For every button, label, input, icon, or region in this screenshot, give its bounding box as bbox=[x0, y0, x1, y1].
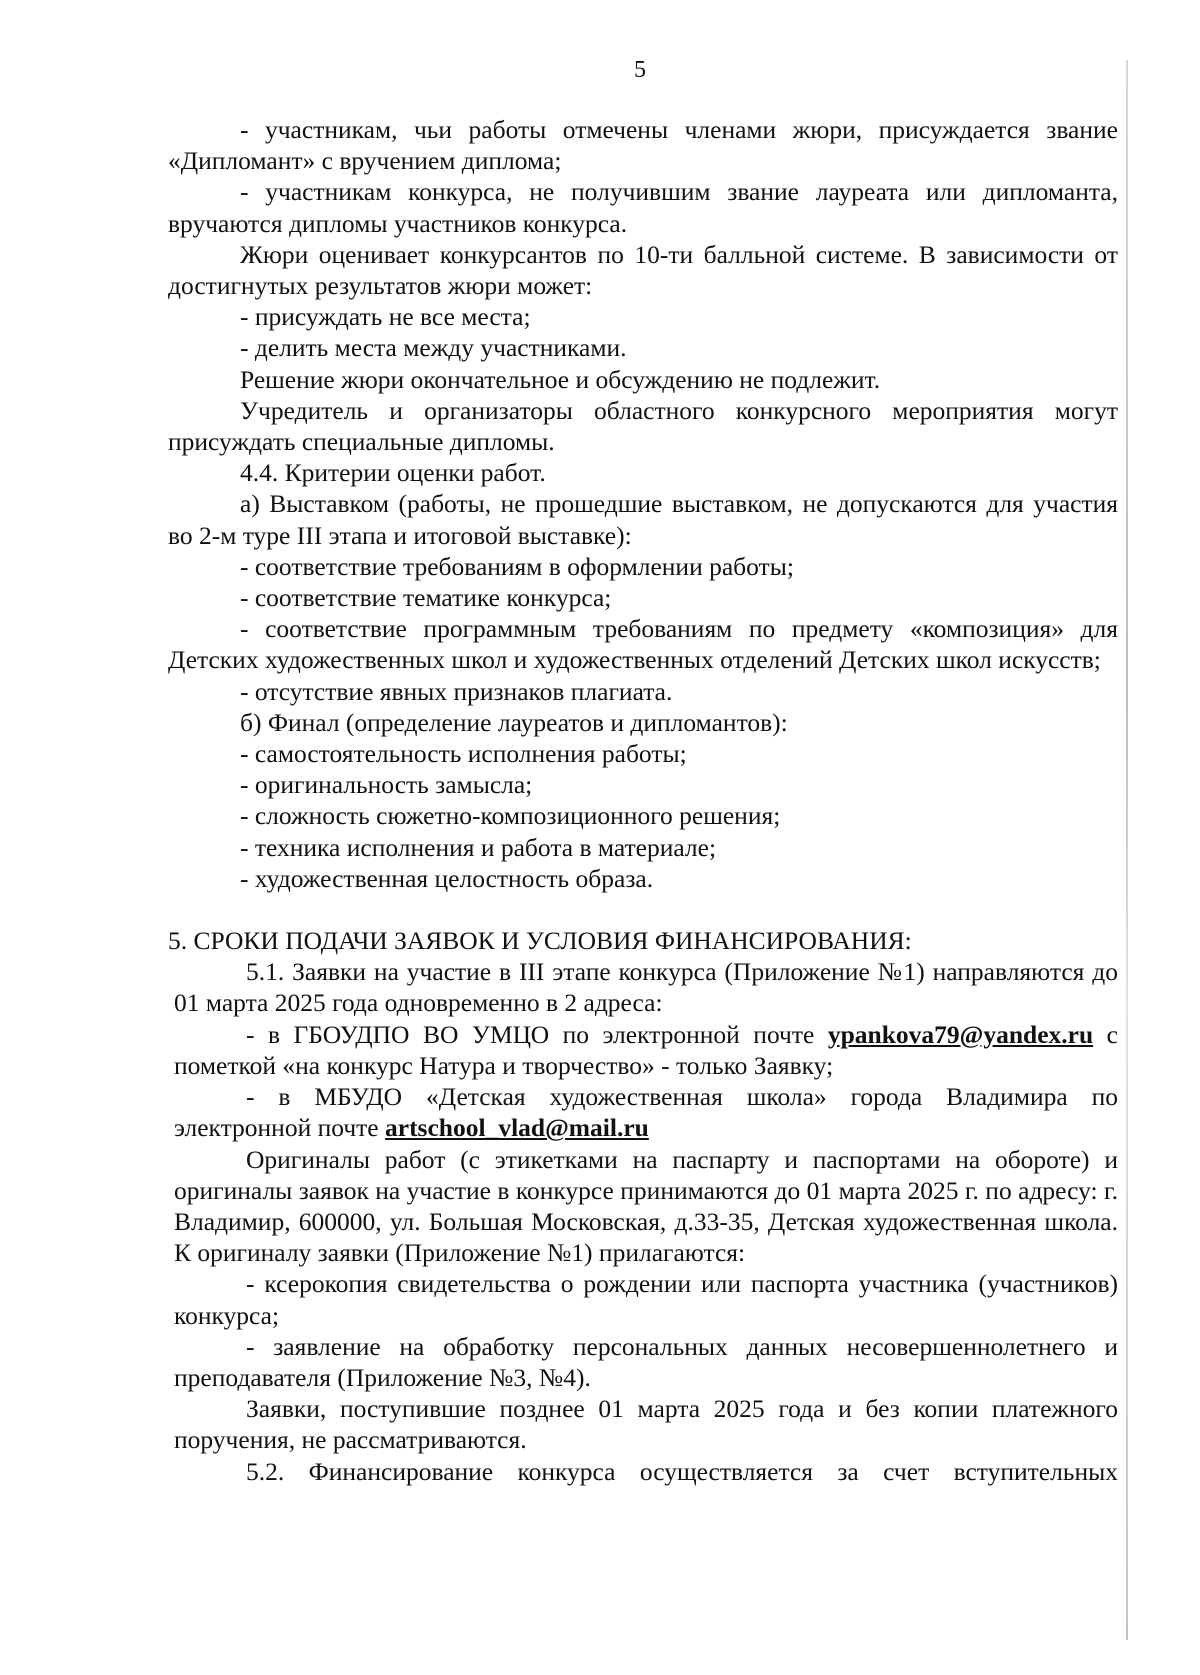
list-item: - присуждать не все места; bbox=[240, 302, 531, 332]
email-link-artschool[interactable]: artschool_vlad@mail.ru bbox=[385, 1113, 649, 1143]
scan-edge-line bbox=[1126, 60, 1128, 1640]
paragraph-final: б) Финал (определение лауреатов и дипломантов): bbox=[240, 707, 788, 737]
paragraph-participants-diplomas: - участникам конкурса, не получившим звание лауреата или дипломанта, вручаются дипломы участников конкурса. bbox=[168, 177, 1118, 238]
list-item: - техника исполнения и работа в материале; bbox=[240, 832, 717, 862]
list-item: - соответствие программным требованиям по предмету «композиция» для Детских художественных школ и художественных отделений Детских школ искусств; bbox=[168, 614, 1118, 675]
paragraph-email-artschool bbox=[168, 1081, 1118, 1143]
list-item: - сложность сюжетно-композиционного решения; bbox=[240, 801, 781, 831]
page-number: 5 bbox=[634, 57, 646, 83]
list-item: - ксерокопия свидетельства о рождении или паспорта участника (участников) конкурса; bbox=[174, 1269, 1118, 1330]
section-heading-5: 5. СРОКИ ПОДАЧИ ЗАЯВОК И УСЛОВИЯ ФИНАНСИРОВАНИЯ: bbox=[168, 926, 912, 956]
email-link-umco[interactable]: ypankova79@yandex.ru bbox=[827, 1019, 1094, 1049]
paragraph-diplomant: - участникам, чьи работы отмечены членами жюри, присуждается звание «Дипломант» с вручением диплома; bbox=[168, 115, 1118, 176]
list-item: - художественная целостность образа. bbox=[240, 863, 654, 893]
text-fragment: с пометкой «на конкурс Натура и творчество» - только Заявку; bbox=[174, 1019, 1119, 1080]
list-item: - делить места между участниками. bbox=[240, 333, 627, 363]
text-fragment: - в ГБОУДПО ВО УМЦО по электронной почте bbox=[246, 1019, 828, 1049]
section-heading-4-4: 4.4. Критерии оценки работ. bbox=[240, 458, 546, 488]
paragraph-originals: Оригиналы работ (с этикетками на паспарту и паспортами на обороте) и оригиналы заявок на участие в конкурсе принимаются до 01 марта 2025 г. по адресу: г. Владимир, 600000, ул. Большая Московская, д.33-35, Детская художественная школа. К оригиналу заявки (Приложение №1) прилагаются: bbox=[174, 1144, 1118, 1268]
list-item: - отсутствие явных признаков плагиата. bbox=[240, 676, 673, 706]
paragraph-special-diplomas: Учредитель и организаторы областного конкурсного мероприятия могут присуждать специальные дипломы. bbox=[168, 395, 1118, 457]
paragraph-5-2: 5.2. Финансирование конкурса осуществляется за счет вступительных bbox=[246, 1456, 1118, 1486]
paragraph-exhibition-committee: а) Выставком (работы, не прошедшие выставком, не допускаются для участия во 2-м туре III этапа и итоговой выставке): bbox=[168, 489, 1118, 550]
list-item: - соответствие тематике конкурса; bbox=[240, 583, 612, 613]
list-item: - самостоятельность исполнения работы; bbox=[240, 739, 687, 769]
list-item: - оригинальность замысла; bbox=[240, 770, 533, 800]
list-item: - заявление на обработку персональных данных несовершеннолетнего и преподавателя (Приложение №3, №4). bbox=[174, 1331, 1118, 1392]
paragraph-email-umco bbox=[168, 1019, 1118, 1081]
paragraph-late-applications: Заявки, поступившие позднее 01 марта 2025 года и без копии платежного поручения, не рассматриваются. bbox=[174, 1394, 1118, 1455]
paragraph-5-1: 5.1. Заявки на участие в III этапе конкурса (Приложение №1) направляются до 01 марта 2025 года одновременно в 2 адреса: bbox=[174, 957, 1118, 1018]
paragraph-jury-decision: Решение жюри окончательное и обсуждению не подлежит. bbox=[240, 364, 881, 394]
text-fragment: - в МБУДО «Детская художественная школа» города Владимира по электронной почте bbox=[174, 1082, 1118, 1143]
document-body bbox=[168, 114, 1118, 1487]
list-item: - соответствие требованиям в оформлении работы; bbox=[240, 551, 794, 581]
paragraph-jury-scoring: Жюри оценивает конкурсантов по 10-ти балльной системе. В зависимости от достигнутых результатов жюри может: bbox=[168, 239, 1118, 301]
